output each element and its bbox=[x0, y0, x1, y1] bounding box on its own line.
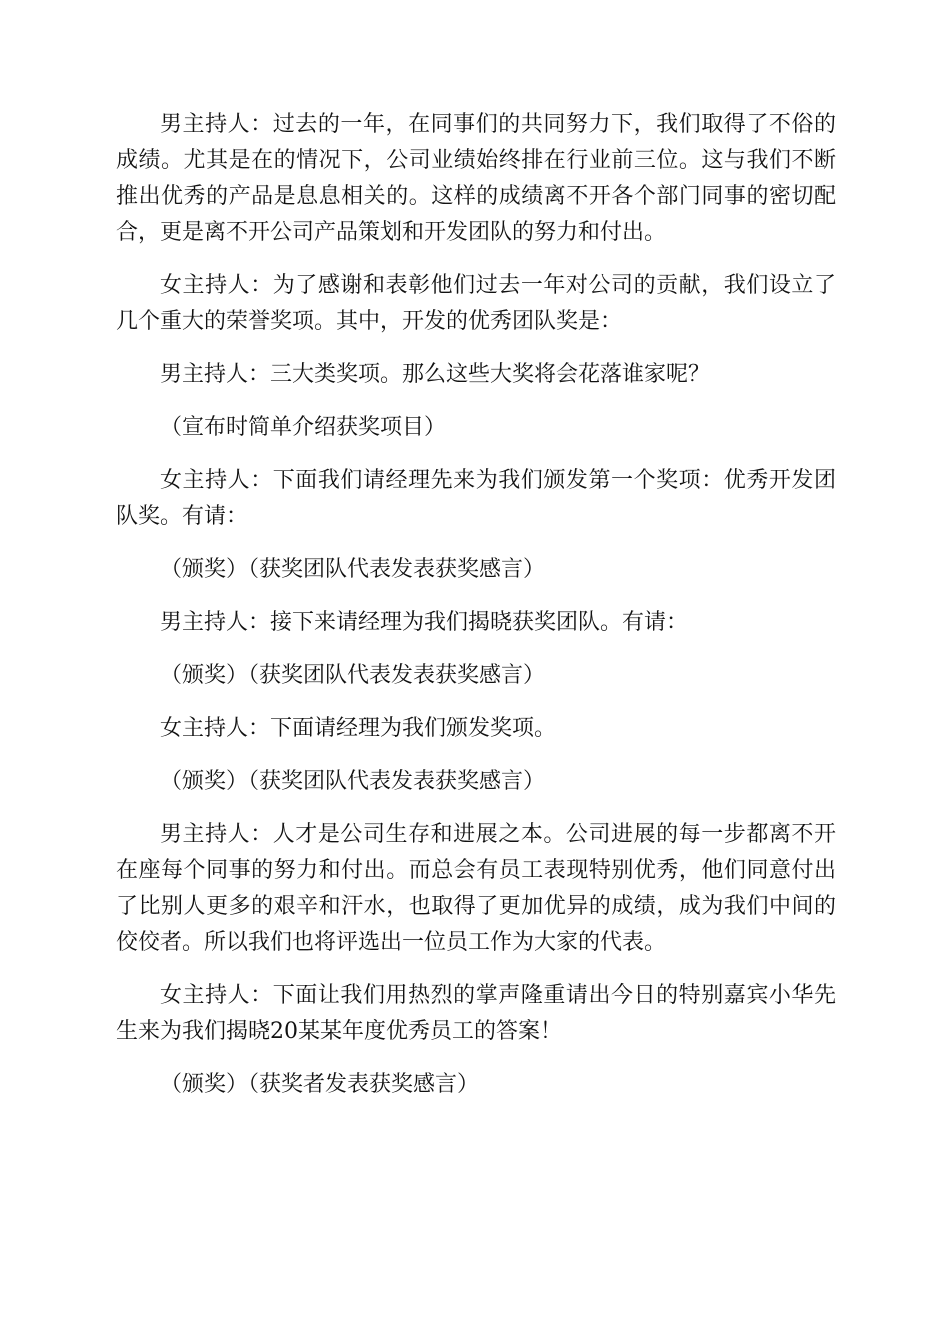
paragraph: （颁奖）（获奖团队代表发表获奖感言） bbox=[160, 769, 546, 794]
paragraph: 男主持人：接下来请经理为我们揭晓获奖团队。有请： bbox=[160, 610, 689, 635]
paragraph: 男主持人：三大类奖项。那么这些大奖将会花落谁家呢？ bbox=[160, 362, 711, 387]
paragraph: 男主持人：过去的一年，在同事们的共同努力下，我们取得了不俗的成绩。尤其是在的情况下，公司业绩始终排在行业前三位。这与我们不断推出优秀的产品是息息相关的。这样的成绩离不开各个部门同事的密切配合，更是离不开公司产品策划和开发团队的努力和付出。 bbox=[116, 112, 836, 245]
paragraph: （颁奖）（获奖者发表获奖感言） bbox=[160, 1072, 480, 1097]
paragraph: （颁奖）（获奖团队代表发表获奖感言） bbox=[160, 663, 546, 688]
document-body bbox=[116, 107, 836, 1120]
paragraph: （颁奖）（获奖团队代表发表获奖感言） bbox=[160, 557, 546, 582]
paragraph: 女主持人：下面让我们用热烈的掌声隆重请出今日的特别嘉宾小华先生来为我们揭晓20某某年度优秀员工的答案！ bbox=[116, 983, 836, 1044]
paragraph: 男主持人：人才是公司生存和进展之本。公司进展的每一步都离不开在座每个同事的努力和付出。而总会有员工表现特别优秀，他们同意付出了比别人更多的艰辛和汗水，也取得了更加优异的成绩，成为我们中间的佼佼者。所以我们也将评选出一位员工作为大家的代表。 bbox=[116, 822, 836, 955]
paragraph: （宣布时简单介绍获奖项目） bbox=[160, 415, 447, 440]
paragraph: 女主持人：下面请经理为我们颁发奖项。 bbox=[160, 716, 557, 741]
paragraph: 女主持人：为了感谢和表彰他们过去一年对公司的贡献，我们设立了几个重大的荣誉奖项。其中，开发的优秀团队奖是： bbox=[116, 273, 836, 334]
paragraph: 女主持人：下面我们请经理先来为我们颁发第一个奖项：优秀开发团队奖。有请： bbox=[116, 468, 836, 529]
